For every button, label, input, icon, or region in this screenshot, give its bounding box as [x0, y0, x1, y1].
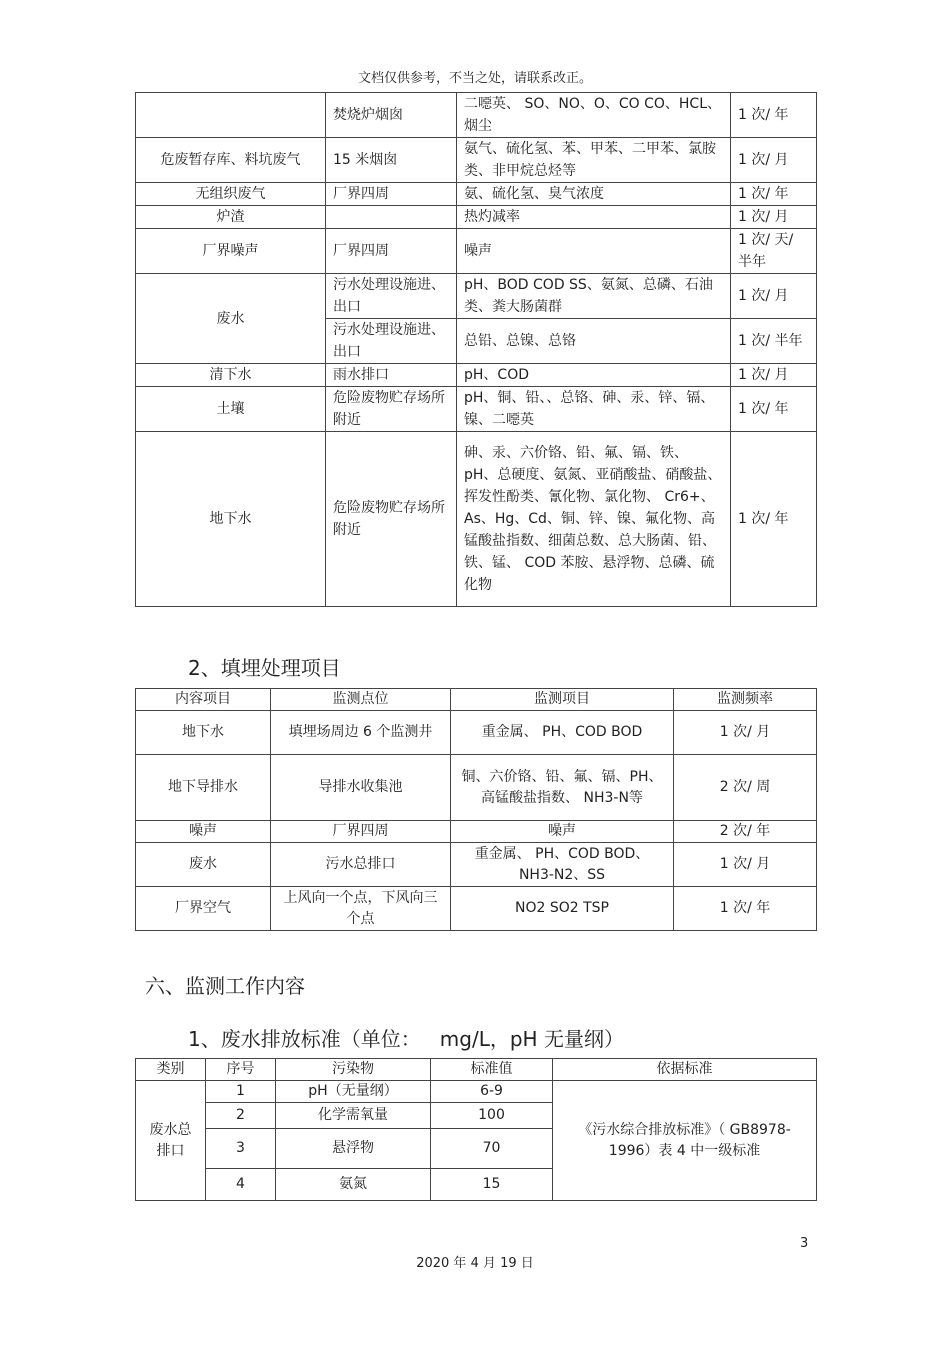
- section-heading-wastewater-standard: 1、废水排放标准（单位： mg/L，pH 无量纲）: [188, 1027, 624, 1051]
- column-header: 序号: [206, 1059, 276, 1081]
- table-cell: 15: [431, 1169, 553, 1201]
- table-cell: 危险废物贮存场所附近: [326, 432, 457, 607]
- column-header: 监测点位: [271, 689, 451, 711]
- table-cell: 3: [206, 1129, 276, 1169]
- monitoring-table-landfill: [135, 688, 817, 931]
- page-number: 3: [800, 1236, 809, 1251]
- table-cell: 噪声: [451, 821, 674, 843]
- table-row: [136, 711, 817, 755]
- table-cell: 1 次/ 月: [731, 274, 817, 319]
- table-cell: 1 次/ 半年: [731, 319, 817, 364]
- table-cell: 无组织废气: [136, 183, 326, 206]
- table-cell: 1 次/ 月: [731, 364, 817, 387]
- table-cell: 热灼减率: [457, 206, 731, 229]
- table-row: [136, 432, 817, 607]
- column-header: 类别: [136, 1059, 206, 1081]
- column-header: 内容项目: [136, 689, 271, 711]
- table-cell: 清下水: [136, 364, 326, 387]
- table-cell: 悬浮物: [276, 1129, 431, 1169]
- table-cell: 氨、硫化氢、臭气浓度: [457, 183, 731, 206]
- table-cell: 氨气、硫化氢、苯、甲苯、二甲苯、氯胺类、非甲烷总烃等: [457, 138, 731, 183]
- table-cell: 废水: [136, 274, 326, 364]
- table-cell: 噪声: [457, 229, 731, 274]
- table-cell: 危废暂存库、料坑废气: [136, 138, 326, 183]
- table-row: [136, 138, 817, 183]
- table-cell: 1 次/ 年: [731, 183, 817, 206]
- table-cell: 厂界四周: [326, 183, 457, 206]
- table-cell: 危险废物贮存场所附近: [326, 387, 457, 432]
- table-cell: 地下导排水: [136, 755, 271, 821]
- table-cell: 地下水: [136, 711, 271, 755]
- table-cell: 1: [206, 1081, 276, 1103]
- table-cell: 铜、六价铬、铅、氟、镉、PH、高锰酸盐指数、 NH3-N等: [451, 755, 674, 821]
- table-cell: 砷、汞、六价铬、铅、氟、镉、铁、 pH、总硬度、氨氮、亚硝酸盐、硝酸盐、挥发性酚类、氰化物、氯化物、 Cr6+、As、Hg、Cd、铜、锌、镍、氟化物、高锰酸盐指数、细菌总数、总大肠菌、铅、铁、锰、 COD 苯胺、悬浮物、总磷、硫化物: [457, 432, 731, 607]
- table-cell: 1 次/ 年: [674, 887, 817, 931]
- table-cell: 厂界噪声: [136, 229, 326, 274]
- table-cell: 重金属、 PH、COD BOD、NH3-N2、SS: [451, 843, 674, 887]
- column-header: 监测频率: [674, 689, 817, 711]
- table-cell: 《污水综合排放标准》（ GB8978-1996）表 4 中一级标准: [553, 1081, 817, 1201]
- table-cell: 二噁英、 SO、NO、O、CO CO、HCL、烟尘: [457, 93, 731, 138]
- table-cell: 15 米烟囱: [326, 138, 457, 183]
- header-note: 文档仅供参考，不当之处，请联系改正。: [357, 71, 592, 86]
- table-cell: pH、COD: [457, 364, 731, 387]
- table-cell: [136, 93, 326, 138]
- table-cell: pH（无量纲）: [276, 1081, 431, 1103]
- table-cell: pH、BOD COD SS、氨氮、总磷、石油类、粪大肠菌群: [457, 274, 731, 319]
- table-cell: 填埋场周边 6 个监测井: [271, 711, 451, 755]
- table-cell: 厂界空气: [136, 887, 271, 931]
- table-cell: 污水处理设施进、出口: [326, 274, 457, 319]
- table-cell: 1 次/ 月: [731, 138, 817, 183]
- table-cell: 1 次/ 年: [731, 93, 817, 138]
- table-cell: 厂界四周: [326, 229, 457, 274]
- column-header: 污染物: [276, 1059, 431, 1081]
- table-cell: 污水处理设施进、出口: [326, 319, 457, 364]
- table-header-row: [136, 689, 817, 711]
- table-row: [136, 821, 817, 843]
- monitoring-table-incineration: [135, 92, 817, 607]
- table-cell: 焚烧炉烟囱: [326, 93, 457, 138]
- table-cell: 2: [206, 1103, 276, 1129]
- table-row: [136, 387, 817, 432]
- table-cell: 噪声: [136, 821, 271, 843]
- column-header: 标准值: [431, 1059, 553, 1081]
- table-cell: 废水: [136, 843, 271, 887]
- table-row: [136, 364, 817, 387]
- table-cell: 6-9: [431, 1081, 553, 1103]
- table-row: [136, 887, 817, 931]
- table-cell: 100: [431, 1103, 553, 1129]
- table-cell: NO2 SO2 TSP: [451, 887, 674, 931]
- table-cell: 导排水收集池: [271, 755, 451, 821]
- section-heading-landfill: 2、填埋处理项目: [188, 656, 341, 680]
- table-cell: 70: [431, 1129, 553, 1169]
- table-cell: 1 次/ 年: [731, 387, 817, 432]
- table-cell: 污水总排口: [271, 843, 451, 887]
- table-row: [136, 93, 817, 138]
- table-cell: 1 次/ 天/ 半年: [731, 229, 817, 274]
- table-row: [136, 183, 817, 206]
- table-cell: 1 次/ 月: [674, 843, 817, 887]
- table-cell: 1 次/ 年: [731, 432, 817, 607]
- table-row: [136, 206, 817, 229]
- table-header-row: [136, 1059, 817, 1081]
- table-cell: 炉渣: [136, 206, 326, 229]
- table-cell: pH、铜、铅、、总铬、砷、汞、锌、镉、镍、二噁英: [457, 387, 731, 432]
- table-cell: 上风向一个点，下风向三个点: [271, 887, 451, 931]
- table-cell: 4: [206, 1169, 276, 1201]
- table-row: [136, 755, 817, 821]
- table-cell: 1 次/ 月: [731, 206, 817, 229]
- table-row: [136, 1081, 817, 1103]
- table-cell: 厂界四周: [271, 821, 451, 843]
- table-cell: 2 次/ 周: [674, 755, 817, 821]
- table-cell: 土壤: [136, 387, 326, 432]
- table-cell: 2 次/ 年: [674, 821, 817, 843]
- table-cell: 重金属、 PH、COD BOD: [451, 711, 674, 755]
- table-cell: 废水总排口: [136, 1081, 206, 1201]
- table-cell: 1 次/ 月: [674, 711, 817, 755]
- table-cell: 总铅、总镍、总铬: [457, 319, 731, 364]
- section-heading-monitoring-content: 六、监测工作内容: [145, 974, 305, 998]
- table-cell: [326, 206, 457, 229]
- table-cell: 雨水排口: [326, 364, 457, 387]
- table-row: [136, 843, 817, 887]
- table-cell: 氨氮: [276, 1169, 431, 1201]
- column-header: 监测项目: [451, 689, 674, 711]
- column-header: 依据标准: [553, 1059, 817, 1081]
- table-cell: 地下水: [136, 432, 326, 607]
- wastewater-standard-table: [135, 1058, 817, 1201]
- table-cell: 化学需氧量: [276, 1103, 431, 1129]
- table-row: [136, 229, 817, 274]
- table-row: [136, 274, 817, 319]
- footer-date: 2020 年 4 月 19 日: [416, 1256, 534, 1271]
